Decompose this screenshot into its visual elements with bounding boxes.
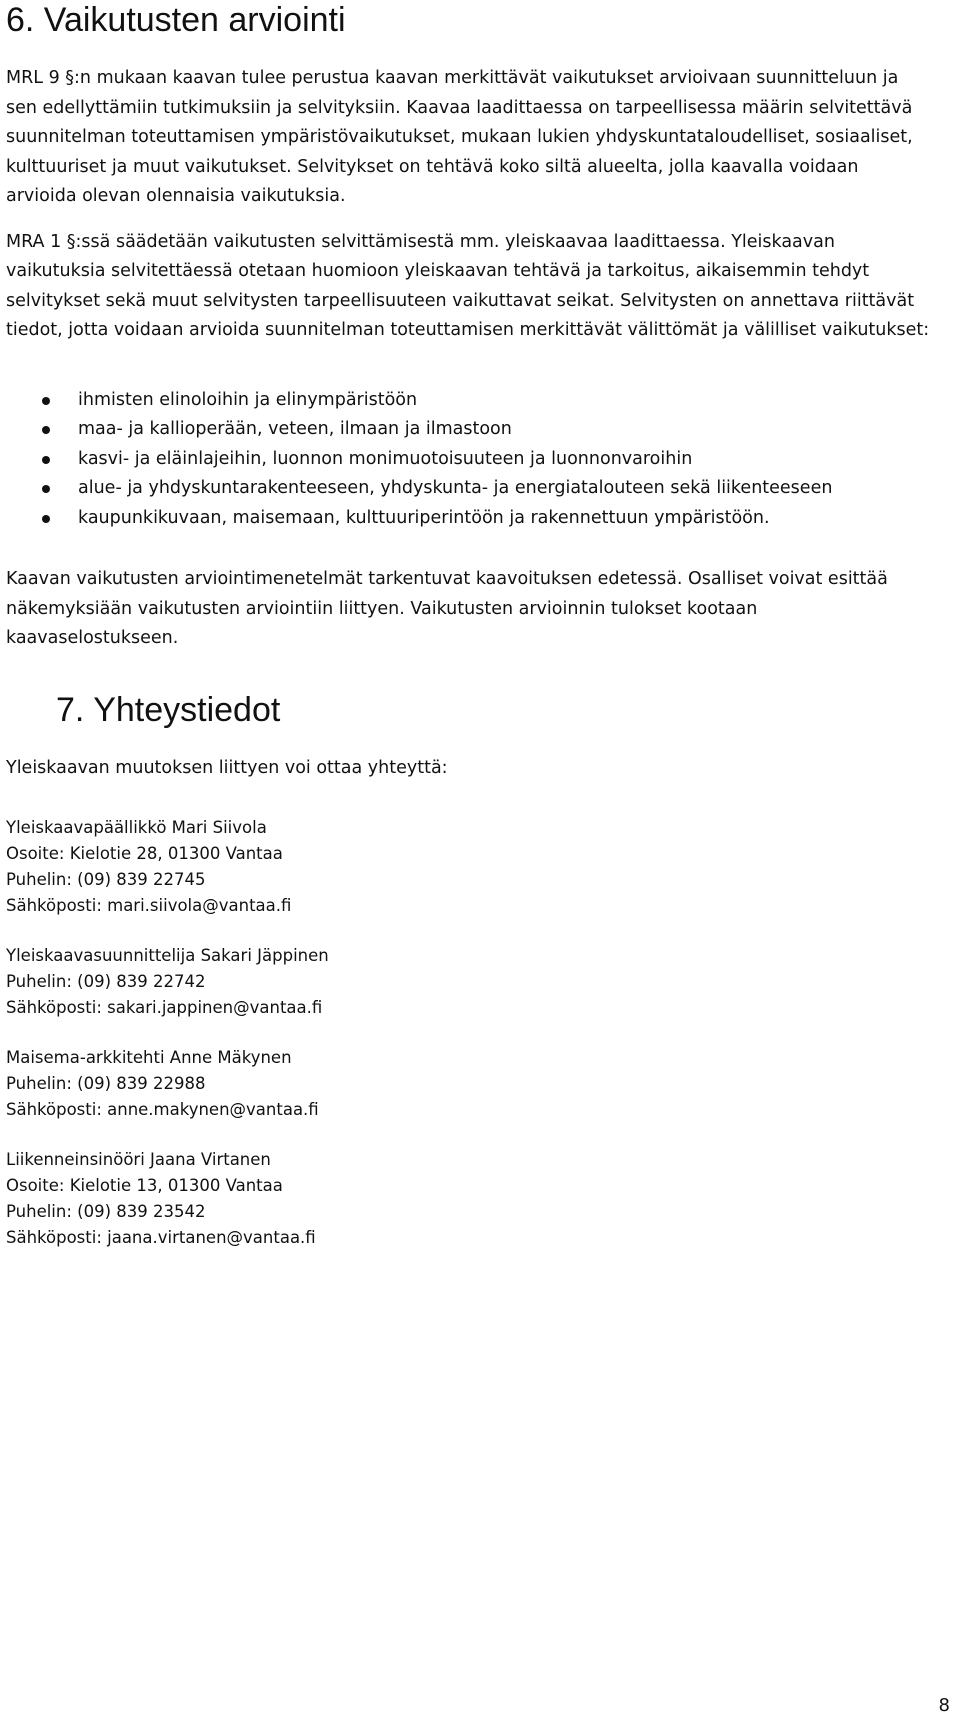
contact-card: [6, 1045, 934, 1123]
document-page: [6, 0, 934, 1275]
page-number: 8: [938, 1695, 950, 1716]
contact-card: [6, 1147, 934, 1251]
section-6-heading: 6. Vaikutusten arviointi: [6, 1, 346, 39]
bullet-icon: [42, 515, 50, 523]
contact-list: [6, 815, 934, 1251]
bullet-icon: [42, 397, 50, 405]
contact-phone: Puhelin: (09) 839 23542: [6, 1202, 206, 1221]
impact-list: [6, 386, 934, 534]
contact-email: Sähköposti: jaana.virtanen@vantaa.fi: [6, 1228, 316, 1247]
bullet-icon: [42, 485, 50, 493]
impact-list-item-text: maa- ja kallioperään, veteen, ilmaan ja ilmastoon: [78, 419, 512, 439]
section-7-intro: Yleiskaavan muutoksen liittyen voi ottaa yhteyttä:: [6, 757, 448, 778]
contact-name: Maisema-arkkitehti Anne Mäkynen: [6, 1048, 292, 1067]
section-6-paragraph-3: Kaavan vaikutusten arviointimenetelmät tarkentuvat kaavoituksen edetessä. Osalliset voivat esittää näkemyksiään vaikutusten arviointiin liittyen. Vaikutusten arvioinnin tulokset kootaan kaavaselostukseen.: [6, 569, 888, 648]
contact-card: [6, 815, 934, 919]
contact-email: Sähköposti: sakari.jappinen@vantaa.fi: [6, 998, 323, 1017]
impact-list-item-text: alue- ja yhdyskuntarakenteeseen, yhdyskunta- ja energiatalouteen sekä liikenteeseen: [78, 478, 833, 498]
section-6-paragraph-2: MRA 1 §:ssä säädetään vaikutusten selvittämisestä mm. yleiskaavaa laadittaessa. Yleiskaavan vaikutuksia selvitettäessä otetaan huomioon yleiskaavan tehtävä ja tarkoitus, aikaisemmin tehdyt selvitykset sekä muut selvitysten tarpeellisuuteen vaikuttavat seikat. Selvitysten on annettava riittävät tiedot, jotta voidaan arvioida suunnitelman toteuttamisen merkittävät välittömät ja välilliset vaikutukset:: [6, 231, 930, 340]
contact-name: Yleiskaavasuunnittelija Sakari Jäppinen: [6, 946, 329, 965]
contact-name: Liikenneinsinööri Jaana Virtanen: [6, 1150, 271, 1169]
impact-list-item: [6, 504, 934, 534]
section-7-heading: 7. Yhteystiedot: [56, 690, 281, 729]
bullet-icon: [42, 456, 50, 464]
impact-list-item-text: ihmisten elinoloihin ja elinympäristöön: [78, 389, 418, 410]
impact-list-item: [6, 474, 934, 504]
contact-name: Yleiskaavapäällikkö Mari Siivola: [6, 818, 267, 837]
contact-address: Osoite: Kielotie 13, 01300 Vantaa: [6, 1176, 283, 1195]
contact-email: Sähköposti: mari.siivola@vantaa.fi: [6, 896, 292, 915]
impact-list-item-text: kasvi- ja eläinlajeihin, luonnon monimuotoisuuteen ja luonnonvaroihin: [78, 448, 693, 469]
contact-phone: Puhelin: (09) 839 22742: [6, 972, 206, 991]
contact-phone: Puhelin: (09) 839 22988: [6, 1074, 206, 1093]
bullet-icon: [42, 426, 50, 434]
impact-list-item: [6, 386, 934, 416]
contact-phone: Puhelin: (09) 839 22745: [6, 870, 206, 889]
impact-list-item: [6, 415, 934, 445]
section-6-paragraph-1: MRL 9 §:n mukaan kaavan tulee perustua kaavan merkittävät vaikutukset arvioivaan suunnitteluun ja sen edellyttämiin tutkimuksiin ja selvityksiin. Kaavaa laadittaessa on tarpeellisessa määrin selvitettävä suunnitelman toteuttamisen ympäristövaikutukset, mukaan lukien yhdyskuntataloudelliset, sosiaaliset, kulttuuriset ja muut vaikutukset. Selvitykset on tehtävä koko siltä alueelta, jolla kaavalla voidaan arvioida olevan olennaisia vaikutuksia.: [6, 68, 913, 206]
contact-card: [6, 943, 934, 1021]
contact-email: Sähköposti: anne.makynen@vantaa.fi: [6, 1100, 319, 1119]
contact-address: Osoite: Kielotie 28, 01300 Vantaa: [6, 844, 283, 863]
impact-list-item: [6, 445, 934, 475]
impact-list-item-text: kaupunkikuvaan, maisemaan, kulttuuriperintöön ja rakennettuun ympäristöön.: [78, 507, 770, 528]
